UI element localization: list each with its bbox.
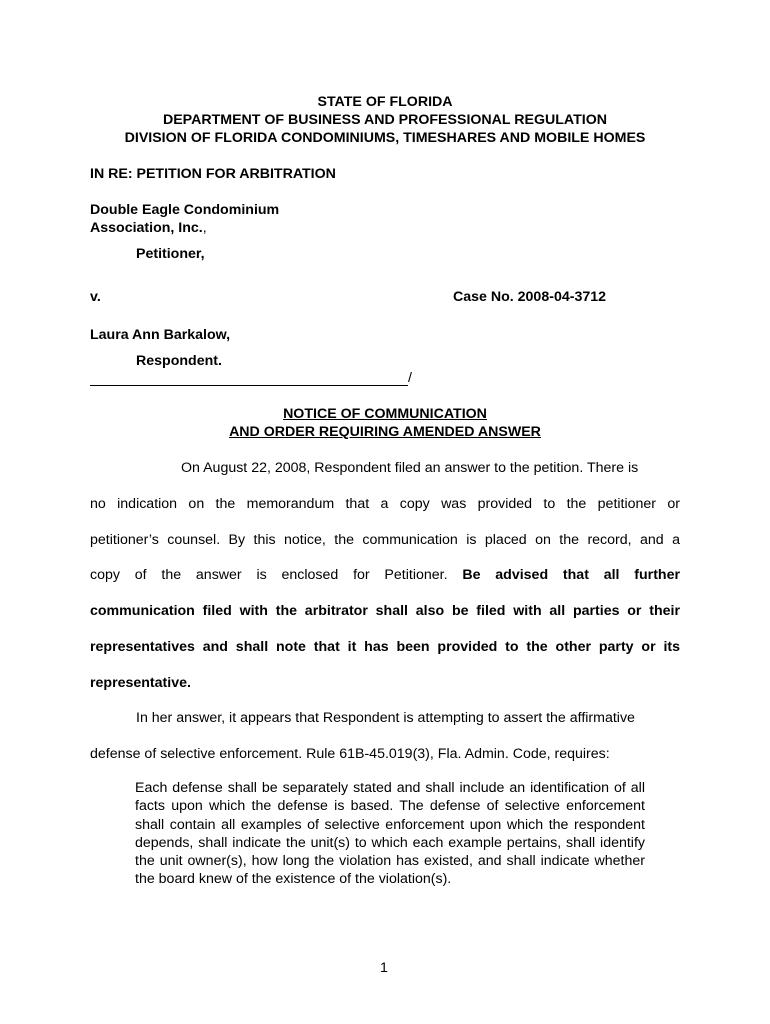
body-paragraph1-line6: representatives and shall note that it has been provided to the other party or its <box>90 639 680 655</box>
case-number: Case No. 2008-04-3712 <box>453 289 607 305</box>
body-paragraph1-line5: communication filed with the arbitrator shall also be filed with all parties or their <box>90 603 680 619</box>
body-paragraph1-line4-bold: Be advised that all further <box>462 567 680 583</box>
petitioner-name-line2 <box>90 220 207 236</box>
petitioner-name-comma: , <box>202 220 207 236</box>
caption-slash: / <box>408 370 412 386</box>
body-paragraph1-line4-plain: copy of the answer is enclosed for Petitioner. <box>90 567 448 583</box>
body-paragraph1-line7: representative. <box>90 675 191 691</box>
petitioner-role: Petitioner, <box>136 246 205 262</box>
body-paragraph2-line1: In her answer, it appears that Respondent is attempting to assert the affirmative <box>136 710 635 726</box>
header-state: STATE OF FLORIDA <box>317 94 453 110</box>
body-paragraph2-line2: defense of selective enforcement. Rule 61B-45.019(3), Fla. Admin. Code, requires: <box>90 746 610 762</box>
title-line1: NOTICE OF COMMUNICATION <box>283 406 487 422</box>
header-division: DIVISION OF FLORIDA CONDOMINIUMS, TIMESHARES AND MOBILE HOMES <box>124 130 646 146</box>
body-paragraph1-line2: no indication on the memorandum that a copy was provided to the petitioner or <box>90 496 680 512</box>
respondent-role: Respondent. <box>136 353 222 369</box>
rule-quotation: Each defense shall be separately stated and shall include an identification of all facts upon which the defense is based. The defense of selective enforcement shall contain all examples of selective enforcement upon which the respondent depends, shall indicate the unit(s) to which each example pertains, shall identify the unit owner(s), how long the violation has existed, and shall indicate whether the board knew of the existence of the violation(s). <box>135 780 645 888</box>
petitioner-name-line1: Double Eagle Condominium <box>90 202 280 218</box>
body-paragraph1-line1: On August 22, 2008, Respondent filed an answer to the petition. There is <box>181 460 639 476</box>
caption-signature-line <box>90 385 408 386</box>
in-re-heading: IN RE: PETITION FOR ARBITRATION <box>90 166 336 182</box>
page-number: 1 <box>380 960 388 976</box>
petitioner-name-bold: Association, Inc. <box>90 220 203 236</box>
title-line2: AND ORDER REQUIRING AMENDED ANSWER <box>229 424 541 440</box>
body-paragraph1-line4 <box>90 567 680 583</box>
header-department: DEPARTMENT OF BUSINESS AND PROFESSIONAL REGULATION <box>162 112 608 128</box>
respondent-name: Laura Ann Barkalow, <box>90 327 231 343</box>
body-paragraph1-line3: petitioner’s counsel. By this notice, the communication is placed on the record, and a <box>90 532 680 548</box>
versus: v. <box>90 289 101 305</box>
